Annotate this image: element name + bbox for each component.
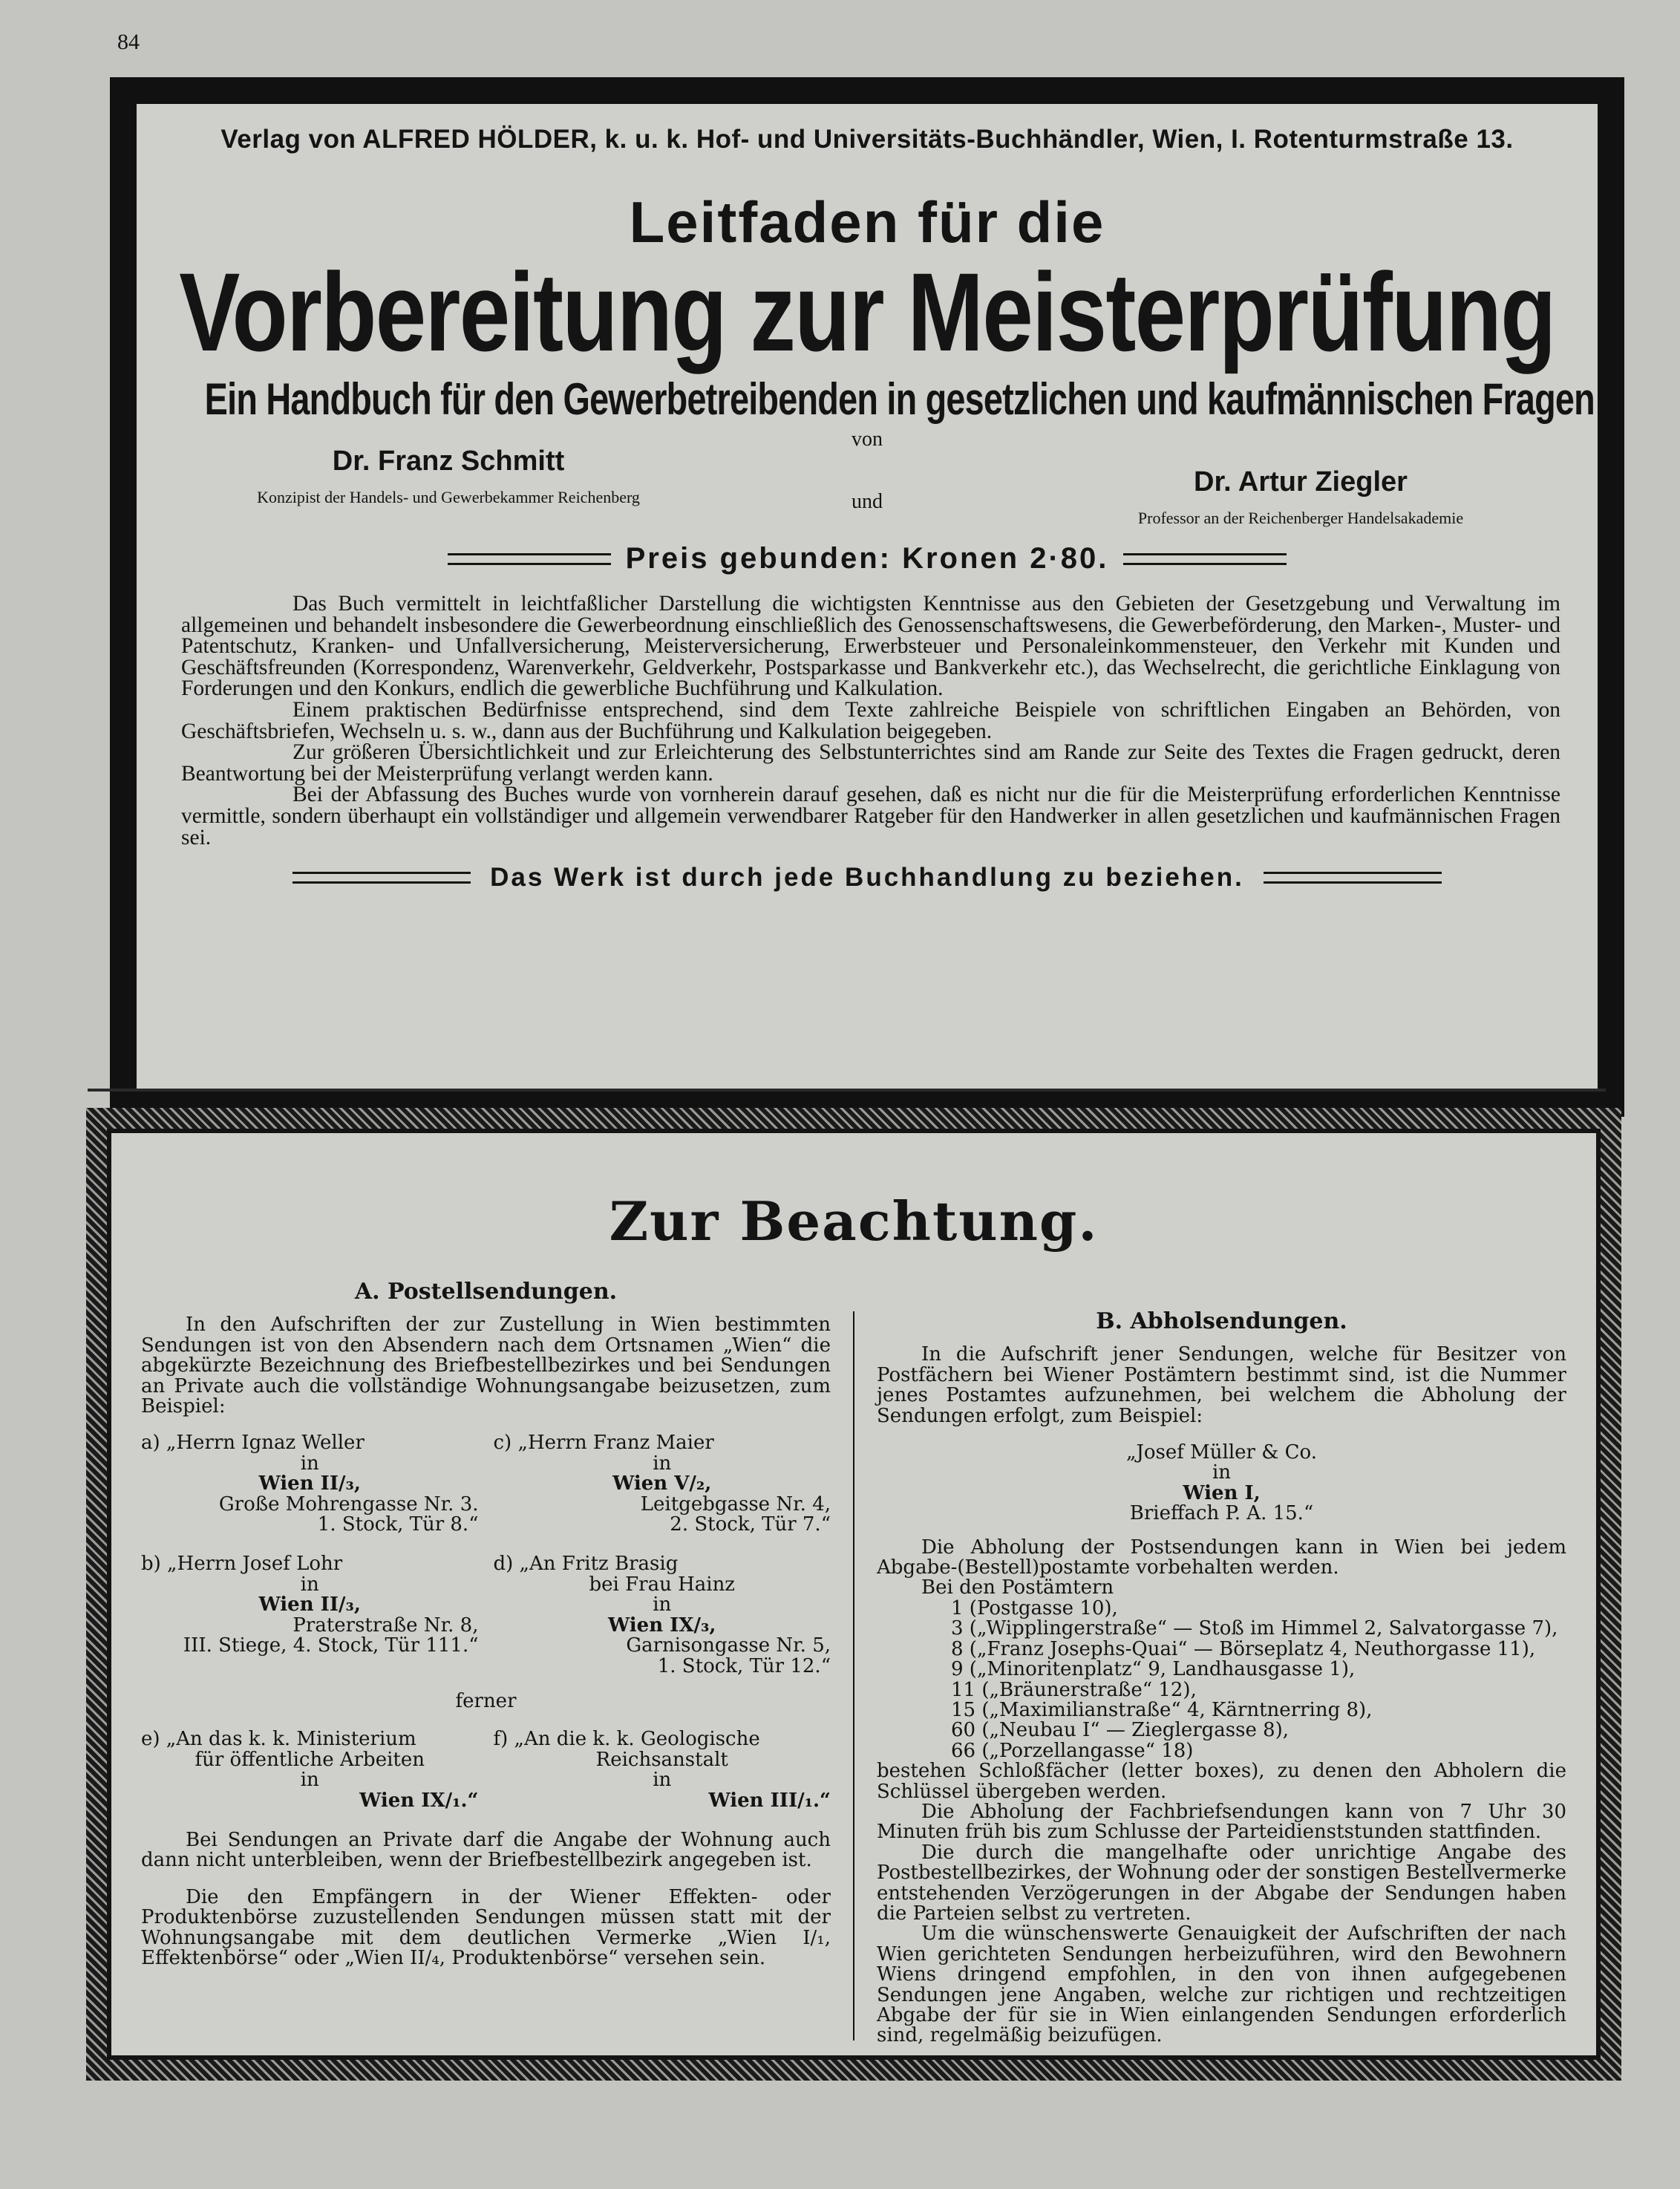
description [181,593,1560,848]
address-example-e: e) „An das k. k. Ministerium für öffentliche Arbeiten in Wien IX/₁.“ [141,1728,479,1812]
page-number: 84 [117,30,140,54]
section-b-text: bestehen Schloßfächer (letter boxes), zu denen den Abholern die Schlüssel übergeben werden. [877,1760,1566,1803]
description-paragraph: Zur größeren Übersichtlichkeit und zur Erleichterung des Selbstunterrichtes sind am Rande zur Seite des Textes die Fragen gedruckt, deren Beantwortung bei der Meisterprüfung verlangt werden kann. [181,740,1560,786]
section-b-text: Die Abholung der Fachbriefsendungen kann von 7 Uhr 30 Minuten früh bis zum Schlusse der Parteidienststunden stattfinden. [877,1800,1566,1844]
author-1-role: Konzipist der Handels- und Gewerbekammer Reichenberg [257,488,640,506]
notice-columns [141,1279,1566,2047]
divider [1264,872,1442,884]
list-item: 3 („Wipplingerstraße“ — Stoß im Himmel 2, Salvatorgasse 7), [951,1617,1558,1640]
section-a-heading: A. Postellsendungen. [354,1279,618,1305]
von-label: von [852,428,883,451]
price: Preis gebunden: Kronen 2·80. [625,542,1109,575]
post-office-list [951,1596,1566,1762]
authors [166,425,1568,544]
closing-row [166,863,1568,893]
title-line-1: Leitfaden für die [629,189,1105,255]
author-1 [255,446,641,507]
description-paragraph: Bei der Abfassung des Buches wurde von vornherein darauf gesehen, daß es nicht nur die für die Meisterprüfung erforderlichen Kenntnisse vermittle, sondern überhaupt ein vollständiger und allgemein verwendbarer Ratgeber für den Handwerker in allen gesetzlichen und kaufmännischen Fragen sei. [181,783,1560,849]
author-2-name: Dr. Artur Ziegler [1194,466,1408,498]
address-example-a: a) „Herrn Ignaz Weller in Wien II/₃, Große Mohrengasse Nr. 3. 1. Stock, Tür 8.“ [141,1432,479,1536]
address-example-c: c) „Herrn Franz Maier in Wien V/₂, Leitgebgasse Nr. 4, 2. Stock, Tür 7.“ [493,1432,831,1536]
address-examples [141,1433,831,1695]
author-1-name: Dr. Franz Schmitt [332,446,565,477]
und-label: und [852,490,883,513]
divider [448,553,611,565]
section-b-text: Die Abholung der Postsendungen kann in Wien bei jedem Abgabe-(Bestell)postamte vorbehalten werden. [877,1536,1566,1579]
page-separator [88,1089,1606,1092]
list-item: 60 („Neubau I“ — Zieglergasse 8), [951,1719,1290,1742]
book-title: Vorbereitung zur Meisterprüfung [179,249,1555,374]
list-item: 66 („Porzellangasse“ 18) [951,1739,1194,1762]
address-example-b: b) „Herrn Josef Lohr in Wien II/₃, Praterstraße Nr. 8, III. Stiege, 4. Stock, Tür 111.“ [141,1553,479,1657]
author-2-role: Professor an der Reichenberger Handelsakademie [1137,509,1464,527]
price-row [166,542,1568,575]
section-a-intro: In den Aufschriften der zur Zustellung in Wien bestimmten Sendungen ist von den Absendern nach dem Ortsnamen „Wien“ die abgekürzte Bezeichnung des Briefbestellbezirkes und bei Sendungen an Private auch die vollständige Wohnungsangabe beizusetzen, zum Beispiel: [141,1314,831,1418]
divider [1123,553,1287,565]
offices-intro: Bei den Postämtern [921,1576,1114,1599]
ferner-label: ferner [455,1689,517,1712]
section-b-text: Um die wünschenswerte Genauigkeit der Aufschriften der nach Wien gerichteten Sendungen herbeizuführen, wird den Bewohnern Wiens dringend empfohlen, in den von ihnen aufgegebenen Sendungen jene Angaben, welche zur richtigen und rechtzeitigen Abgabe der für sie in Wien einlangenden Sendungen erforderlich sind, regelmäßig beizufügen. [877,1922,1566,2047]
section-b-heading: B. Abholsendungen. [1096,1308,1347,1334]
closing-line: Das Werk ist durch jede Buchhandlung zu beziehen. [490,863,1244,893]
book-subtitle: Ein Handbuch für den Gewerbetreibenden in gesetzlichen und kaufmännischen Fragen [204,374,1595,424]
advertisement-frame [110,77,1624,1117]
description-paragraph: Einem praktischen Bedürfnisse entsprechend, sind dem Texte zahlreiche Beispiele von schriftlichen Eingaben an Behörden, von Geschäftsbriefen, Wechseln u. s. w., dann aus der Buchführung und Kalkulation beigegeben. [181,697,1560,743]
postbox-example: „Josef Müller & Co. in Wien I, Brieffach P. A. 15.“ [1125,1441,1317,1525]
list-item: 15 („Maximilianstraße“ 4, Kärntnerring 8), [951,1698,1373,1721]
address-example-d: d) „An Fritz Brasig bei Frau Hainz in Wien IX/₃, Garnisongasse Nr. 5, 1. Stock, Tür 12.“ [493,1553,831,1677]
list-item: 1 (Postgasse 10), [951,1596,1118,1619]
section-b [853,1308,1566,2047]
publisher-line: Verlag von ALFRED HÖLDER, k. u. k. Hof- und Universitäts-Buchhändler, Wien, I. Rotenturmstraße 13. [220,125,1514,154]
list-item: 8 („Franz Josephs-Quai“ — Börseplatz 4, Neuthorgasse 11), [951,1637,1536,1660]
list-item: 9 („Minoritenplatz“ 9, Landhausgasse 1), [951,1658,1356,1681]
description-paragraph: Das Buch vermittelt in leichtfaßlicher Darstellung die wichtigsten Kenntnisse aus den Gebieten der Gesetzgebung und Verwaltung im allgemeinen und behandelt insbesondere die Gewerbeordnung einschließlich des Genossenschaftswesens, die Gewerbeförderung, den Marken-, Muster- und Patentschutz, Kranken- und Unfallversicherung, Meisterversicherung, Erwerbsteuer und Personaleinkommensteuer, den Verkehr mit Kunden und Geschäftsfreunden (Korrespondenz, Warenverkehr, Geldverkehr, Postsparkasse und Bankverkehr etc.), das Wechselrecht, die gerichtliche Einklagung von Forderungen und den Konkurs, endlich die gewerbliche Buchführung und Kalkulation. [181,592,1560,701]
section-b-text: Die durch die mangelhafte oder unrichtige Angabe des Postbestellbezirkes, der Wohnung oder der sonstigen Bestellvermerke entstehenden Verzögerungen in der Abgabe der Sendungen haben die Parteien selbst zu vertreten. [877,1841,1566,1925]
notice-title: Zur Beachtung. [609,1190,1099,1253]
advertisement [137,104,1598,1090]
section-b-intro: In die Aufschrift jener Sendungen, welche für Besitzer von Postfächern bei Wiener Postämtern bestimmt sind, ist die Nummer jenes Postamtes aufzunehmen, bei welchem die Abholung der Sendungen erfolgt, zum Beispiel: [877,1343,1566,1427]
section-a-note: Bei Sendungen an Private darf die Angabe der Wohnung auch dann nicht unterbleiben, wenn der Briefbestellbezirk angegeben ist. [141,1828,831,1872]
divider [292,872,471,884]
list-item: 11 („Bräunerstraße“ 12), [951,1678,1197,1701]
address-example-f: f) „An die k. k. Geologische Reichsanstalt in Wien III/₁.“ [493,1728,831,1812]
section-a [141,1279,853,2040]
notice-frame [86,1108,1621,2081]
notice [107,1129,1601,2060]
section-a-note: Die den Empfängern in der Wiener Effekten- oder Produktenbörse zuzustellenden Sendungen müssen statt mit der Wohnungsangabe mit dem deutlichen Vermerke „Wien I/₁, Effektenbörse“ oder „Wien II/₄, Produktenbörse“ versehen sein. [141,1885,831,1969]
address-examples-more [141,1729,831,1830]
author-2 [1078,466,1523,528]
